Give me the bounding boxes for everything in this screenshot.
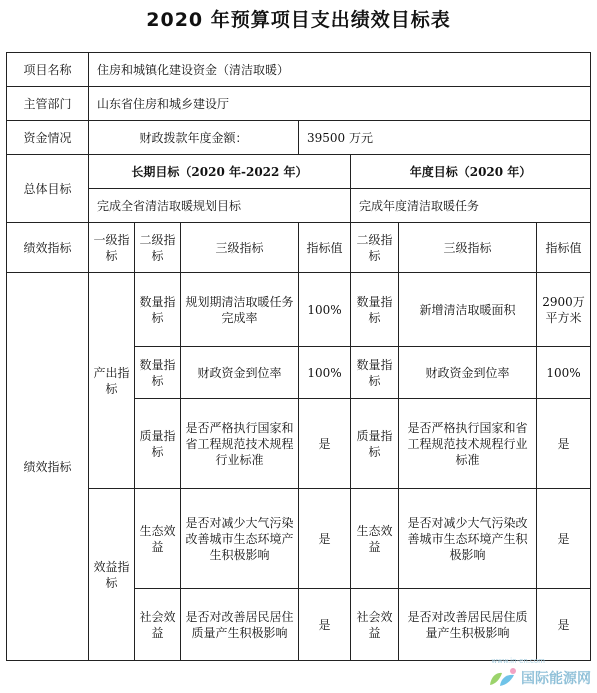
row-funding (7, 121, 591, 155)
cell-level2: 生态效益 (135, 489, 181, 589)
watermark-url: www.in-en.com (491, 657, 545, 665)
cell-value: 是 (299, 399, 351, 489)
cell-level2-annual: 生态效益 (351, 489, 399, 589)
project-name-label: 项目名称 (7, 53, 89, 87)
long-term-goal-text: 完成全省清洁取暖规划目标 (89, 189, 351, 223)
row-indicator-headers (7, 223, 591, 273)
long-term-goal-header: 长期目标（2020 年-2022 年） (89, 155, 351, 189)
funding-label: 资金情况 (7, 121, 89, 155)
cell-level3: 财政资金到位率 (181, 347, 299, 399)
cell-level3-annual: 财政资金到位率 (399, 347, 537, 399)
cell-value-annual: 是 (537, 489, 591, 589)
cell-level2: 数量指标 (135, 273, 181, 347)
annual-goal-text: 完成年度清洁取暖任务 (351, 189, 591, 223)
header-value-annual: 指标值 (537, 223, 591, 273)
cell-value-annual: 2900万平方米 (537, 273, 591, 347)
cell-value: 100% (299, 273, 351, 347)
cell-level3-annual: 是否对减少大气污染改善城市生态环境产生积极影响 (399, 489, 537, 589)
cell-level2: 质量指标 (135, 399, 181, 489)
row-department (7, 87, 591, 121)
performance-table (6, 52, 591, 661)
indicator-main-label: 绩效指标 (7, 273, 89, 661)
watermark-text: 国际能源网 (521, 671, 591, 687)
project-name-value: 住房和城镇化建设资金（清洁取暖） (89, 53, 591, 87)
cell-level3-annual: 是否对改善居民居住质量产生积极影响 (399, 589, 537, 661)
row-project-name (7, 53, 591, 87)
cell-level3: 规划期清洁取暖任务完成率 (181, 273, 299, 347)
cell-value: 100% (299, 347, 351, 399)
header-value: 指标值 (299, 223, 351, 273)
cell-level2-annual: 数量指标 (351, 347, 399, 399)
header-level3-annual: 三级指标 (399, 223, 537, 273)
header-level2: 二级指标 (135, 223, 181, 273)
cell-level3: 是否严格执行国家和省工程规范技术规程行业标准 (181, 399, 299, 489)
cell-level2: 社会效益 (135, 589, 181, 661)
header-level2-annual: 二级指标 (351, 223, 399, 273)
header-level1: 一级指标 (89, 223, 135, 273)
cell-level3: 是否对减少大气污染改善城市生态环境产生积极影响 (181, 489, 299, 589)
row-goal-texts (7, 189, 591, 223)
table-row (7, 273, 591, 347)
watermark-logo-icon (487, 667, 519, 689)
cell-value: 是 (299, 489, 351, 589)
cell-value-annual: 100% (537, 347, 591, 399)
funding-sub-label: 财政拨款年度金额： (89, 121, 299, 155)
benefit-indicator-label: 效益指标 (89, 489, 135, 661)
cell-level2: 数量指标 (135, 347, 181, 399)
cell-value: 是 (299, 589, 351, 661)
cell-level3: 是否对改善居民居住质量产生积极影响 (181, 589, 299, 661)
watermark (487, 667, 591, 689)
output-indicator-label: 产出指标 (89, 273, 135, 489)
department-label: 主管部门 (7, 87, 89, 121)
annual-goal-header: 年度目标（2020 年） (351, 155, 591, 189)
row-goal-headers (7, 155, 591, 189)
page-title: 2020 年预算项目支出绩效目标表 (146, 9, 451, 31)
overall-goal-label: 总体目标 (7, 155, 89, 223)
cell-level2-annual: 数量指标 (351, 273, 399, 347)
cell-value-annual: 是 (537, 399, 591, 489)
cell-value-annual: 是 (537, 589, 591, 661)
cell-level3-annual: 是否严格执行国家和省工程规范技术规程行业标准 (399, 399, 537, 489)
cell-level3-annual: 新增清洁取暖面积 (399, 273, 537, 347)
header-level3: 三级指标 (181, 223, 299, 273)
funding-value: 39500 万元 (299, 121, 591, 155)
table-row (7, 489, 591, 589)
cell-level2-annual: 社会效益 (351, 589, 399, 661)
indicator-header-label: 绩效指标 (7, 223, 89, 273)
department-value: 山东省住房和城乡建设厅 (89, 87, 591, 121)
cell-level2-annual: 质量指标 (351, 399, 399, 489)
